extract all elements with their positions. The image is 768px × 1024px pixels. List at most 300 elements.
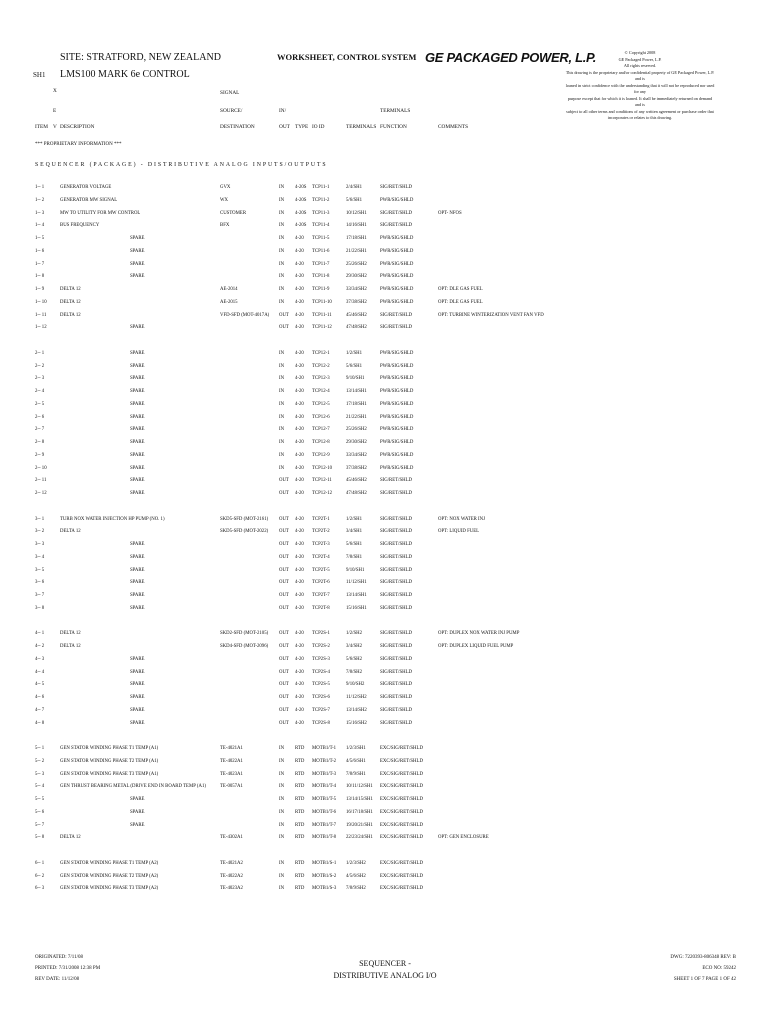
cell-io: OUT (279, 478, 289, 484)
cell-ioid: TCP2S-1 (312, 631, 330, 637)
cell-ioid: TCP11-8 (312, 274, 330, 280)
cell-item: 2-- 7 (35, 427, 45, 433)
cell-term: 5/6/SH1 (346, 542, 362, 547)
footer-sheet-subtitle: DISTRIBUTIVE ANALOG I/O (333, 971, 437, 980)
copyright-line: This drawing is the proprietary and/or confidential property of GE Packaged Power, L.P. and is (565, 69, 715, 81)
cell-term: 45/46/SH2 (346, 478, 367, 484)
cell-item: 3-- 3 (35, 542, 45, 547)
cell-term: 11/12/SH2 (346, 695, 367, 700)
cell-desc: MW TO UTILITY FOR MW CONTROL (60, 210, 141, 216)
cell-term: 9/10/SH1 (346, 567, 365, 573)
cell-term: 29/30/SH2 (346, 440, 367, 445)
cell-item: 1-- 11 (35, 312, 47, 318)
cell-func: SIG/RET/SHLD (380, 478, 412, 484)
cell-item: 4-- 2 (35, 644, 45, 649)
cell-type: RTD (295, 873, 305, 879)
cell-ioid: TCP11-7 (312, 261, 330, 267)
cell-com: OPT: DUPLEX NOX WATER INJ PUMP (438, 631, 520, 637)
cell-spare: SPARE (130, 452, 145, 458)
cell-item: 4-- 3 (35, 656, 45, 662)
cell-ioid: TCP12-1 (312, 350, 330, 356)
cell-com: OPT: DLE GAS FUEL (438, 299, 483, 305)
cell-item: 5-- 3 (35, 771, 45, 777)
cell-ioid: TCP2S-8 (312, 720, 330, 726)
cell-term: 25/26/SH2 (346, 427, 367, 433)
cell-ioid: TCP11-4 (312, 223, 330, 229)
cell-ioid: MOTB1/S-2 (312, 873, 337, 879)
cell-ioid: TCP2S-3 (312, 656, 330, 662)
cell-desc: TURB NOX WATER INJECTION HP PUMP (NO. 1) (60, 516, 165, 522)
cell-type: 4-20 (295, 299, 304, 305)
cell-func: PWR/SIG/SHLD (380, 274, 414, 280)
cell-term: 37/38/SH2 (346, 299, 367, 305)
cell-term: 9/10/SH2 (346, 682, 365, 688)
cell-term: 3/4/SH2 (346, 644, 362, 649)
cell-io: OUT (279, 312, 289, 318)
cell-spare: SPARE (130, 580, 145, 586)
cell-func: PWR/SIG/SHLD (380, 197, 414, 203)
cell-com: OPT: GEN ENCLOSURE (438, 835, 489, 841)
cell-func: SIG/RET/SHLD (380, 605, 412, 611)
cell-func: EXC/SIG/RET/SHLD (380, 758, 423, 764)
cell-term: 10/12/SH1 (346, 210, 367, 216)
cell-desc: DELTA 12 (60, 631, 81, 637)
footer-center (330, 958, 440, 982)
cell-type: 4-20 (295, 593, 304, 598)
cell-func: SIG/RET/SHLD (380, 720, 412, 726)
cell-type: 4-20 (295, 567, 304, 573)
cell-spare: SPARE (130, 478, 145, 484)
cell-spare: SPARE (130, 682, 145, 688)
cell-term: 15/16/SH1 (346, 605, 367, 611)
cell-ioid: TCP2S-7 (312, 707, 330, 713)
cell-term: 7/8/SH2 (346, 669, 362, 675)
cell-src: TE-4021A2 (220, 860, 243, 866)
cell-item: 1-- 4 (35, 223, 45, 229)
col-terminals: TERMINALS (346, 124, 377, 130)
cell-spare: SPARE (130, 363, 145, 369)
cell-com: OPT- NFOS (438, 210, 462, 216)
cell-func: SIG/RET/SHLD (380, 580, 412, 586)
cell-term: 1/2/SH1 (346, 516, 362, 522)
cell-ioid: TCP11-12 (312, 325, 332, 331)
cell-io: IN (279, 210, 285, 216)
cell-desc: GENERATOR VOLTAGE (60, 185, 112, 190)
cell-item: 6-- 3 (35, 886, 45, 892)
cell-spare: SPARE (130, 261, 145, 267)
cell-io: OUT (279, 542, 289, 547)
cell-item: 1-- 6 (35, 248, 45, 254)
cell-spare: SPARE (130, 567, 145, 573)
cell-func: SIG/RET/SHLD (380, 542, 412, 547)
cell-io: IN (279, 185, 285, 190)
cell-io: IN (279, 376, 285, 382)
cell-term: 15/16/SH2 (346, 720, 367, 726)
col-type: TYPE (295, 124, 309, 130)
cell-io: OUT (279, 695, 289, 700)
cell-term: 29/30/SH2 (346, 274, 367, 280)
cell-item: 5-- 7 (35, 822, 45, 828)
cell-io: OUT (279, 554, 289, 560)
cell-type: 4-20 (295, 720, 304, 726)
cell-func: EXC/SIG/RET/SHLD (380, 873, 423, 879)
cell-item: 2-- 11 (35, 478, 47, 484)
cell-term: 5/6/SH1 (346, 363, 362, 369)
cell-spare: SPARE (130, 797, 145, 802)
cell-desc: GEN STATOR WINDING PHASE T1 TEMP (A2) (60, 860, 159, 866)
cell-type: 4-20 (295, 605, 304, 611)
cell-ioid: MOTB1/T-7 (312, 822, 337, 828)
cell-func: SIG/RET/SHLD (380, 223, 412, 229)
cell-func: SIG/RET/SHLD (380, 695, 412, 700)
cell-func: EXC/SIG/RET/SHLD (380, 886, 423, 892)
cell-func: SIG/RET/SHLD (380, 593, 412, 598)
cell-src: CUSTOMER (220, 210, 247, 216)
copyright-line: All rights reserved. (623, 63, 657, 68)
cell-ioid: TCP11-1 (312, 185, 330, 190)
cell-desc: GEN STATOR WINDING PHASE T1 TEMP (A1) (60, 746, 159, 751)
cell-item: 3-- 2 (35, 529, 45, 535)
cell-term: 37/38/SH2 (346, 465, 367, 471)
cell-com: OPT: LIQUID FUEL (438, 529, 480, 535)
cell-src: VFD-SFD (MOT-4017A) (220, 312, 270, 318)
cell-spare: SPARE (130, 491, 145, 496)
drawing-number: DWG: 7220393-806348 REV: B (670, 955, 736, 960)
cell-type: 4-20 (295, 236, 304, 241)
cell-ioid: MOTB1/T-6 (312, 809, 337, 815)
cell-io: IN (279, 299, 285, 305)
cell-src: AE-2015 (220, 299, 238, 305)
cell-term: 13/14/15/SH1 (346, 797, 373, 802)
cell-func: SIG/RET/SHLD (380, 644, 412, 649)
cell-type: 4-20 (295, 261, 304, 267)
cell-type: 4-20 (295, 707, 304, 713)
cell-func: PWR/SIG/SHLD (380, 389, 414, 394)
site-title: SITE: STRATFORD, NEW ZEALAND (60, 52, 221, 63)
cell-item: 2-- 1 (35, 350, 45, 356)
cell-io: IN (279, 274, 285, 280)
cell-ioid: TCP2T-5 (312, 567, 330, 573)
col-item: ITEM (35, 124, 48, 130)
cell-ioid: TCP2T-8 (312, 605, 330, 611)
cell-src: SKD5-SFD (MOT-2022) (220, 529, 269, 535)
cell-type: RTD (295, 835, 305, 841)
cell-type: RTD (295, 822, 305, 828)
cell-func: SIG/RET/SHLD (380, 707, 412, 713)
cell-func: EXC/SIG/RET/SHLD (380, 860, 423, 866)
cell-func: PWR/SIG/SHLD (380, 299, 414, 305)
copyright-line: purpose except that for which it is loaned. It shall be immediately returned on demand and is (567, 95, 713, 107)
cell-spare: SPARE (130, 325, 145, 331)
cell-ioid: TCP11-2 (312, 197, 330, 203)
cell-spare: SPARE (130, 401, 145, 407)
cell-io: IN (279, 248, 285, 254)
cell-item: 4-- 7 (35, 707, 45, 713)
footer-right (620, 952, 736, 985)
cell-io: IN (279, 784, 285, 790)
cell-type: RTD (295, 860, 305, 866)
cell-src: TE-0057A1 (220, 784, 243, 790)
cell-type: 4-20S (295, 210, 307, 216)
cell-item: 5-- 4 (35, 784, 45, 790)
cell-item: 1-- 7 (35, 261, 45, 267)
cell-type: 4-20 (295, 287, 304, 292)
cell-io: IN (279, 261, 285, 267)
cell-ioid: MOTB1/T-2 (312, 758, 337, 764)
cell-io: OUT (279, 669, 289, 675)
cell-io: OUT (279, 491, 289, 496)
footer-sheet-title: SEQUENCER - (359, 959, 411, 968)
cell-io: OUT (279, 516, 289, 522)
cell-term: 45/46/SH2 (346, 312, 367, 318)
cell-ioid: TCP2S-6 (312, 695, 330, 700)
cell-func: EXC/SIG/RET/SHLD (380, 771, 423, 777)
cell-ioid: TCP2S-5 (312, 682, 330, 688)
cell-ioid: TCP12-7 (312, 427, 330, 433)
cell-io: IN (279, 771, 285, 777)
cell-term: 4/5/6/SH2 (346, 873, 366, 879)
cell-item: 3-- 7 (35, 593, 45, 598)
cell-type: RTD (295, 746, 305, 751)
cell-term: 25/26/SH2 (346, 261, 367, 267)
cell-io: IN (279, 363, 285, 369)
cell-type: 4-20 (295, 452, 304, 458)
col-terminals-top: TERMINALS (380, 108, 411, 114)
cell-io: IN (279, 389, 285, 394)
cell-type: 4-20 (295, 274, 304, 280)
cell-io: IN (279, 401, 285, 407)
cell-desc: GEN THRUST BEARING METAL (DRIVE END IN BOARD TEMP (A1) (60, 784, 206, 790)
cell-io: IN (279, 440, 285, 445)
cell-io: IN (279, 860, 285, 866)
cell-term: 17/18/SH1 (346, 401, 367, 407)
cell-item: 1-- 1 (35, 185, 45, 190)
col-function: FUNCTION (380, 124, 407, 130)
cell-type: 4-20 (295, 516, 304, 522)
cell-item: 4-- 5 (35, 682, 45, 688)
cell-ioid: MOTB1/S-3 (312, 886, 337, 892)
cell-func: PWR/SIG/SHLD (380, 287, 414, 292)
cell-ioid: TCP12-2 (312, 363, 330, 369)
cell-func: EXC/SIG/RET/SHLD (380, 809, 423, 815)
cell-desc: GENERATOR MW SIGNAL (60, 197, 118, 203)
cell-type: 4-20 (295, 325, 304, 331)
cell-ioid: MOTB1/T-5 (312, 797, 337, 802)
cell-desc: DELTA 12 (60, 312, 81, 318)
cell-term: 7/8/9/SH1 (346, 771, 366, 777)
sheet-label: SH1 (33, 71, 46, 79)
col-in: IN/ (279, 108, 287, 114)
cell-type: 4-20 (295, 580, 304, 586)
cell-src: TE-4022A2 (220, 873, 243, 879)
cell-item: 5-- 5 (35, 797, 45, 802)
cell-io: OUT (279, 605, 289, 611)
cell-com: OPT: NOX WATER INJ (438, 516, 485, 522)
cell-item: 3-- 1 (35, 516, 45, 522)
cell-desc: GEN STATOR WINDING PHASE T2 TEMP (A1) (60, 758, 159, 764)
cell-ioid: MOTB1/T-1 (312, 746, 337, 751)
col-x: X (53, 88, 57, 94)
cell-spare: SPARE (130, 236, 145, 241)
cell-io: OUT (279, 567, 289, 573)
cell-func: SIG/RET/SHLD (380, 682, 412, 688)
col-io-id: IO ID (312, 124, 325, 130)
cell-func: SIG/RET/SHLD (380, 529, 412, 535)
cell-term: 16/17/18/SH1 (346, 809, 373, 815)
cell-spare: SPARE (130, 542, 145, 547)
cell-io: OUT (279, 580, 289, 586)
cell-ioid: TCP11-10 (312, 299, 332, 305)
cell-ioid: TCP2T-6 (312, 580, 330, 586)
cell-ioid: TCP11-11 (312, 312, 332, 318)
cell-ioid: TCP11-5 (312, 236, 330, 241)
cell-item: 5-- 1 (35, 746, 45, 751)
cell-func: PWR/SIG/SHLD (380, 248, 414, 254)
cell-ioid: MOTB1/T-8 (312, 835, 337, 841)
cell-spare: SPARE (130, 440, 145, 445)
cell-term: 1/2/3/SH1 (346, 746, 366, 751)
sheet-page: SHEET 1 OF 7 PAGE 1 OF 42 (673, 977, 736, 982)
cell-spare: SPARE (130, 414, 145, 420)
col-v: V (53, 124, 57, 130)
cell-io: IN (279, 287, 285, 292)
col-e: E (53, 108, 57, 114)
cell-item: 5-- 2 (35, 758, 45, 764)
cell-term: 1/2/SH1 (346, 350, 362, 356)
cell-term: 21/22/SH1 (346, 248, 367, 254)
cell-func: PWR/SIG/SHLD (380, 376, 414, 382)
cell-type: 4-20 (295, 542, 304, 547)
cell-io: OUT (279, 593, 289, 598)
cell-term: 5/6/SH1 (346, 197, 362, 203)
cell-func: PWR/SIG/SHLD (380, 465, 414, 471)
cell-type: 4-20 (295, 631, 304, 637)
cell-io: IN (279, 809, 285, 815)
cell-io: IN (279, 350, 285, 356)
cell-item: 1-- 10 (35, 299, 47, 305)
cell-term: 47/48/SH2 (346, 325, 367, 331)
cell-item: 2-- 9 (35, 452, 45, 458)
cell-func: PWR/SIG/SHLD (380, 236, 414, 241)
cell-item: 1-- 3 (35, 210, 45, 216)
col-source: SOURCE/ (220, 108, 243, 114)
cell-item: 4-- 1 (35, 631, 45, 637)
col-comments: COMMENTS (438, 124, 469, 130)
cell-desc: GEN STATOR WINDING PHASE T3 TEMP (A1) (60, 771, 159, 777)
cell-func: SIG/RET/SHLD (380, 669, 412, 675)
cell-type: 4-20 (295, 554, 304, 560)
cell-ioid: TCP12-3 (312, 376, 330, 382)
cell-ioid: TCP12-9 (312, 452, 330, 458)
cell-io: OUT (279, 325, 289, 331)
cell-item: 2-- 5 (35, 401, 45, 407)
cell-func: PWR/SIG/SHLD (380, 440, 414, 445)
cell-io: OUT (279, 707, 289, 713)
cell-src: TE-4023A2 (220, 886, 243, 892)
cell-io: OUT (279, 656, 289, 662)
cell-ioid: MOTB1/S-1 (312, 860, 337, 866)
cell-item: 2-- 2 (35, 363, 45, 369)
cell-func: PWR/SIG/SHLD (380, 452, 414, 458)
cell-io: IN (279, 427, 285, 433)
cell-spare: SPARE (130, 554, 145, 560)
cell-item: 4-- 8 (35, 720, 45, 726)
cell-func: SIG/RET/SHLD (380, 312, 412, 318)
cell-type: 4-20 (295, 312, 304, 318)
cell-item: 1-- 9 (35, 287, 45, 292)
cell-spare: SPARE (130, 822, 145, 828)
cell-type: RTD (295, 771, 305, 777)
cell-func: SIG/RET/SHLD (380, 491, 412, 496)
cell-io: OUT (279, 644, 289, 649)
cell-ioid: MOTB1/T-4 (312, 784, 337, 790)
cell-spare: SPARE (130, 809, 145, 815)
cell-src: BFX (220, 223, 230, 229)
cell-term: 17/18/SH1 (346, 236, 367, 241)
cell-term: 21/22/SH1 (346, 414, 367, 420)
cell-term: 10/11/12/SH1 (346, 784, 373, 790)
cell-io: IN (279, 197, 285, 203)
cell-item: 3-- 5 (35, 567, 45, 573)
cell-term: 2/4/SH1 (346, 185, 362, 190)
printed-date: PRINTED: 7/31/2008 12:38 PM (35, 966, 101, 971)
cell-type: RTD (295, 797, 305, 802)
cell-desc: GEN STATOR WINDING PHASE T3 TEMP (A2) (60, 886, 159, 892)
cell-item: 6-- 2 (35, 873, 45, 879)
cell-type: RTD (295, 886, 305, 892)
cell-desc: DELTA 12 (60, 644, 81, 649)
cell-term: 4/5/6/SH1 (346, 758, 366, 764)
cell-desc: DELTA 12 (60, 529, 81, 535)
cell-func: SIG/RET/SHLD (380, 516, 412, 522)
cell-spare: SPARE (130, 389, 145, 394)
cell-type: 4-20 (295, 491, 304, 496)
cell-io: IN (279, 758, 285, 764)
cell-item: 3-- 6 (35, 580, 45, 586)
cell-item: 3-- 8 (35, 605, 45, 611)
cell-ioid: TCP12-12 (312, 491, 332, 496)
cell-spare: SPARE (130, 707, 145, 713)
cell-ioid: TCP2T-3 (312, 542, 330, 547)
cell-item: 1-- 2 (35, 197, 45, 203)
cell-func: PWR/SIG/SHLD (380, 363, 414, 369)
copyright-notice (565, 50, 715, 122)
cell-func: PWR/SIG/SHLD (380, 427, 414, 433)
cell-io: IN (279, 822, 285, 828)
cell-type: 4-20 (295, 389, 304, 394)
eco-number: ECO NO: 59242 (702, 966, 736, 971)
cell-type: 4-20 (295, 248, 304, 254)
cell-io: OUT (279, 529, 289, 535)
cell-src: TE-4022A1 (220, 758, 243, 764)
model-title: LMS100 MARK 6e CONTROL (60, 69, 190, 80)
cell-item: 3-- 4 (35, 554, 45, 560)
cell-ioid: TCP12-10 (312, 465, 332, 471)
worksheet-title: WORKSHEET, CONTROL SYSTEM (277, 52, 417, 62)
cell-src: GVX (220, 185, 231, 190)
cell-func: SIG/RET/SHLD (380, 554, 412, 560)
cell-spare: SPARE (130, 593, 145, 598)
cell-io: IN (279, 873, 285, 879)
company-logo-text: GE PACKAGED POWER, L.P. (425, 50, 597, 65)
cell-src: SKD5-SFD (MOT-2161) (220, 516, 269, 522)
cell-term: 14/16/SH1 (346, 223, 367, 229)
cell-spare: SPARE (130, 720, 145, 726)
cell-func: EXC/SIG/RET/SHLD (380, 797, 423, 802)
cell-term: 13/14/SH2 (346, 707, 367, 713)
cell-func: SIG/RET/SHLD (380, 210, 412, 216)
col-out: OUT (279, 124, 290, 130)
